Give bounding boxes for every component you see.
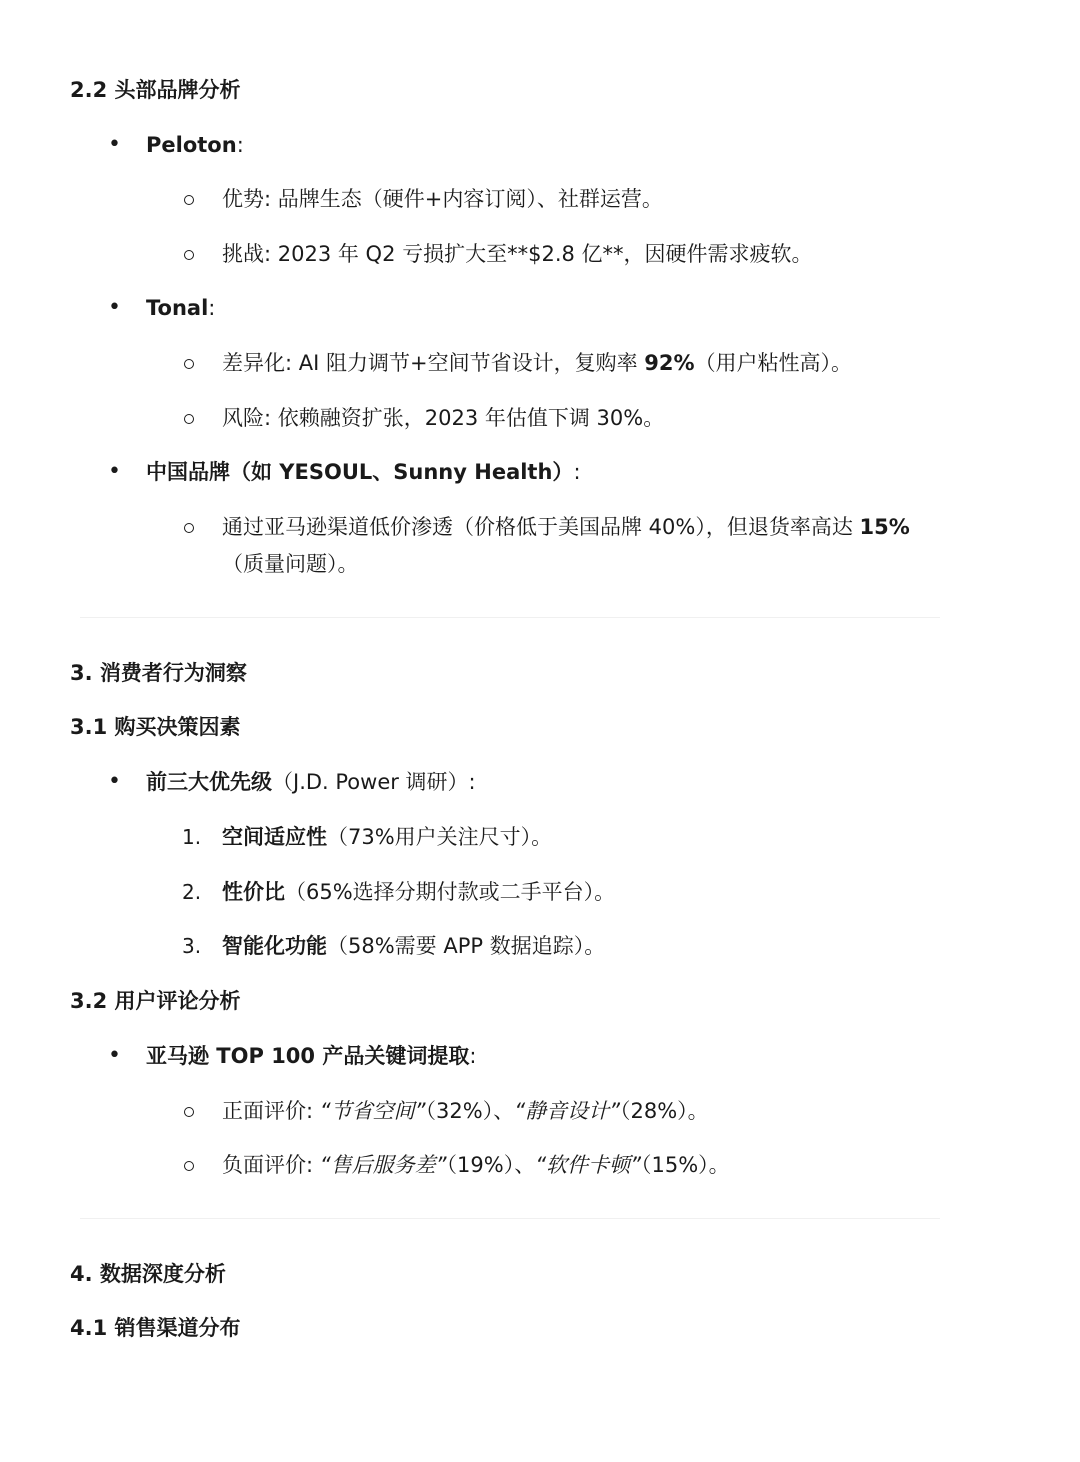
tonal-risk: 风险: 依赖融资扩张，2023 年估值下调 30%。 (222, 406, 665, 430)
list-number: 2. (182, 880, 202, 904)
bullet-dot: • (108, 769, 121, 794)
section-heading-3: 3. 消费者行为洞察 (70, 661, 247, 685)
bullet-dot: • (108, 1043, 121, 1068)
negative-reviews: 负面评价: “售后服务差”（19%）、“软件卡顿”（15%）。 (222, 1153, 730, 1177)
priorities-intro: 前三大优先级（J.D. Power 调研）: (146, 770, 476, 794)
peloton-advantage: 优势: 品牌生态（硬件+内容订阅）、社群运营。 (222, 187, 663, 211)
sub-bullet-circle (184, 414, 194, 424)
china-line-2: （质量问题）。 (222, 552, 359, 576)
brand-tonal: Tonal: (146, 296, 216, 320)
bullet-dot: • (108, 295, 121, 320)
priority-item: 性价比（65%选择分期付款或二手平台）。 (222, 880, 616, 904)
divider (80, 1218, 940, 1219)
brand-peloton: Peloton: (146, 133, 244, 157)
sub-bullet-circle (184, 523, 194, 533)
section-heading-3-2: 3.2 用户评论分析 (70, 989, 241, 1013)
divider (80, 617, 940, 618)
section-heading-4: 4. 数据深度分析 (70, 1262, 226, 1286)
list-number: 1. (182, 825, 202, 849)
china-line-1: 通过亚马逊渠道低价渗透（价格低于美国品牌 40%），但退货率高达 15% (222, 515, 910, 539)
bullet-dot: • (108, 459, 121, 484)
priority-item: 空间适应性（73%用户关注尺寸）。 (222, 825, 553, 849)
brand-china: 中国品牌（如 YESOUL、Sunny Health）: (146, 460, 581, 484)
peloton-challenge: 挑战: 2023 年 Q2 亏损扩大至**$2.8 亿**，因硬件需求疲软。 (222, 242, 813, 266)
sub-bullet-circle (184, 1107, 194, 1117)
list-number: 3. (182, 934, 202, 958)
positive-reviews: 正面评价: “节省空间”（32%）、“静音设计”（28%）。 (222, 1099, 709, 1123)
tonal-differentiation: 差异化: AI 阻力调节+空间节省设计，复购率 92%（用户粘性高）。 (222, 351, 853, 375)
section-heading-4-1: 4.1 销售渠道分布 (70, 1316, 241, 1340)
sub-bullet-circle (184, 250, 194, 260)
keywords-intro: 亚马逊 TOP 100 产品关键词提取: (146, 1044, 477, 1068)
sub-bullet-circle (184, 195, 194, 205)
section-heading-3-1: 3.1 购买决策因素 (70, 715, 241, 739)
bullet-dot: • (108, 132, 121, 157)
sub-bullet-circle (184, 1161, 194, 1171)
priority-item: 智能化功能（58%需要 APP 数据追踪）。 (222, 934, 606, 958)
sub-bullet-circle (184, 359, 194, 369)
section-heading-2-2: 2.2 头部品牌分析 (70, 78, 241, 102)
